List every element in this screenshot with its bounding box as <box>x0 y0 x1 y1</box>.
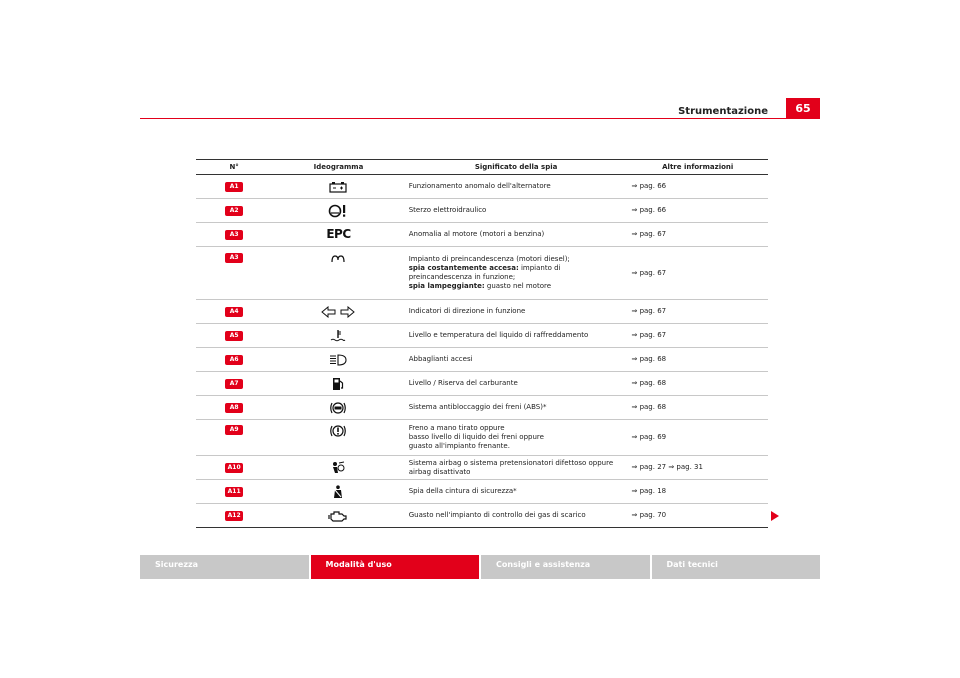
brake-warning-icon <box>329 424 347 438</box>
meaning-line: guasto all'impianto frenante. <box>408 442 510 450</box>
row-info-link[interactable]: ⇒ pag. 68 <box>627 348 768 372</box>
tab-sicurezza[interactable]: Sicurezza <box>140 555 309 579</box>
row-tag: A5 <box>225 331 243 341</box>
tab-dati-tecnici[interactable]: Dati tecnici <box>652 555 821 579</box>
row-info-link[interactable]: ⇒ pag. 68 <box>627 396 768 420</box>
high-beam-icon <box>329 354 347 366</box>
page-title: Strumentazione <box>678 106 768 117</box>
col-ideogram: Ideogramma <box>272 160 404 175</box>
row-meaning <box>405 420 628 456</box>
row-tag: A8 <box>225 403 243 413</box>
glow-plug-icon <box>330 253 346 265</box>
row-meaning: Abbaglianti accesi <box>405 348 628 372</box>
meaning-line: Freno a mano tirato oppure <box>408 424 505 432</box>
row-tag: A7 <box>225 379 243 389</box>
row-meaning: Funzionamento anomalo dell'alternatore <box>405 175 628 199</box>
col-info: Altre informazioni <box>627 160 768 175</box>
row-info-link[interactable]: ⇒ pag. 69 <box>627 420 768 456</box>
table-row <box>196 480 768 504</box>
row-tag: A2 <box>225 206 243 216</box>
row-info-link[interactable]: ⇒ pag. 27 ⇒ pag. 31 <box>627 456 768 480</box>
row-meaning: Sterzo elettroidraulico <box>405 199 628 223</box>
row-meaning: Sistema airbag o sistema pretensionatori difettoso oppure airbag disattivato <box>405 456 628 480</box>
row-meaning: Spia della cintura di sicurezza* <box>405 480 628 504</box>
row-info-link[interactable]: ⇒ pag. 66 <box>627 175 768 199</box>
row-tag: A6 <box>225 355 243 365</box>
footer-nav <box>140 555 820 579</box>
table-row <box>196 420 768 456</box>
row-info-link[interactable]: ⇒ pag. 68 <box>627 372 768 396</box>
table-row <box>196 300 768 324</box>
row-info-link[interactable]: ⇒ pag. 18 <box>627 480 768 504</box>
row-meaning: Sistema antibloccaggio dei freni (ABS)* <box>405 396 628 420</box>
col-number: N° <box>196 160 272 175</box>
turn-signal-icon <box>321 306 355 318</box>
meaning-label: spia costantemente accesa: <box>408 264 519 272</box>
table-row <box>196 456 768 480</box>
table-row <box>196 199 768 223</box>
coolant-icon <box>330 329 346 343</box>
meaning-line: basso livello di liquido dei freni oppure <box>408 433 544 441</box>
page-number: 65 <box>786 98 820 118</box>
row-info-link[interactable]: ⇒ pag. 67 <box>627 300 768 324</box>
table-row <box>196 223 768 247</box>
tab-modalita-duso[interactable]: Modalità d'uso <box>311 555 480 579</box>
row-tag: A4 <box>225 307 243 317</box>
table-row <box>196 372 768 396</box>
meaning-line: Impianto di preincandescenza (motori diesel); <box>408 255 570 263</box>
seatbelt-icon <box>332 485 344 499</box>
row-tag: A10 <box>225 463 243 473</box>
steering-warning-icon <box>328 204 348 218</box>
table-header-row <box>196 160 768 175</box>
warning-lights-table <box>196 159 768 528</box>
header-rule <box>140 118 820 119</box>
abs-icon <box>329 401 347 415</box>
meaning-label: spia lampeggiante: <box>408 282 485 290</box>
row-meaning: Livello / Riserva del carburante <box>405 372 628 396</box>
tab-consigli-e-assistenza[interactable]: Consigli e assistenza <box>481 555 650 579</box>
row-tag: A11 <box>225 487 243 497</box>
table-row <box>196 396 768 420</box>
row-meaning: Guasto nell'impianto di controllo dei gas di scarico <box>405 504 628 528</box>
row-tag: A12 <box>225 511 243 521</box>
meaning-line: guasto nel motore <box>484 282 552 290</box>
row-info-link[interactable]: ⇒ pag. 67 <box>627 223 768 247</box>
row-info-link[interactable]: ⇒ pag. 67 <box>627 324 768 348</box>
row-meaning: Indicatori di direzione in funzione <box>405 300 628 324</box>
fuel-pump-icon <box>332 377 344 391</box>
engine-check-icon <box>328 510 348 522</box>
meaning-line: impianto di preincandescenza in funzione; <box>408 264 561 281</box>
table-row <box>196 348 768 372</box>
epc-icon: EPC <box>326 227 351 241</box>
col-meaning: Significato della spia <box>405 160 628 175</box>
row-tag: A3 <box>225 230 243 240</box>
row-tag: A1 <box>225 182 243 192</box>
row-tag: A9 <box>225 425 243 435</box>
table-row <box>196 504 768 528</box>
table-row <box>196 247 768 300</box>
next-page-arrow-icon[interactable] <box>771 511 779 521</box>
airbag-off-icon <box>330 461 346 475</box>
row-meaning: Anomalia al motore (motori a benzina) <box>405 223 628 247</box>
row-info-link[interactable]: ⇒ pag. 66 <box>627 199 768 223</box>
row-info-link[interactable]: ⇒ pag. 70 <box>627 504 768 528</box>
table-row <box>196 324 768 348</box>
table-row <box>196 175 768 199</box>
row-tag: A3 <box>225 253 243 263</box>
battery-icon <box>329 181 347 193</box>
row-meaning: Livello e temperatura del liquido di raffreddamento <box>405 324 628 348</box>
row-meaning <box>405 247 628 300</box>
row-info-link[interactable]: ⇒ pag. 67 <box>627 247 768 300</box>
